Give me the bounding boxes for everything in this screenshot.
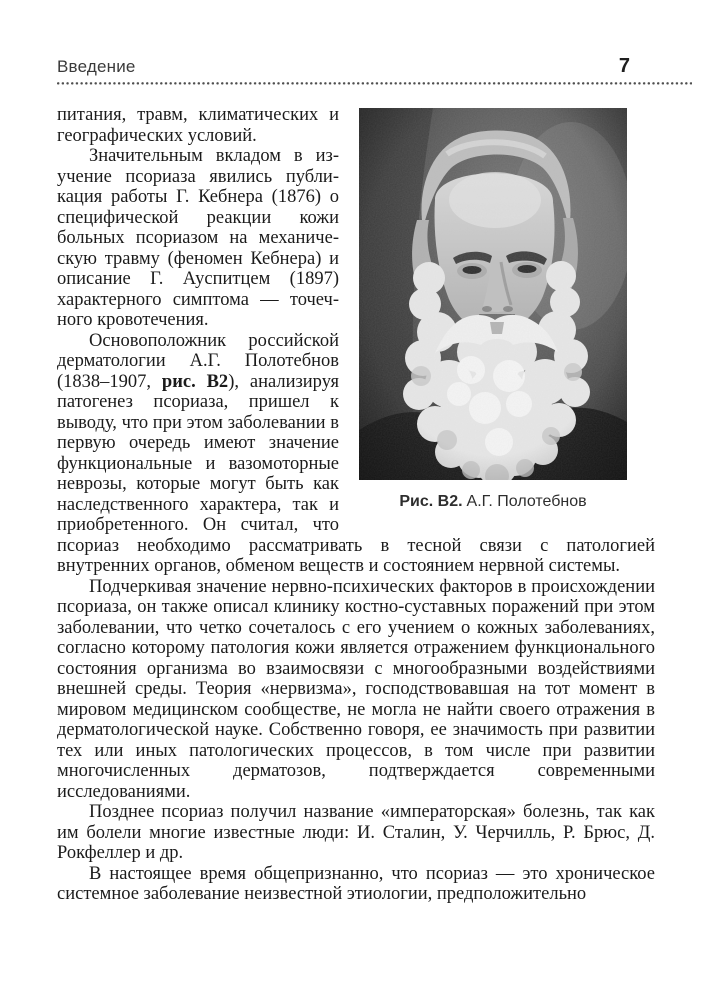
paragraph-text: Основоположник российской дерматологии А.Г. Полотебнов (1838–1907, [57, 330, 339, 392]
figure-b2 [359, 108, 655, 511]
paragraph-text: питания, травм, климатических и географических условий. [57, 105, 339, 146]
paragraph-text: ), анализируя патогенез псориаза, пришел к выводу, что при этом заболевании в первую очередь имеют значение функциональные и вазомоторные неврозы, которые могут быть как наследственного характера, так и приобретенного. Он считал, что псориаз необходимо рассматривать в тесной связи с патологией внутренних органов, обменом веществ и состоянием нервной системы. [57, 371, 655, 576]
figure-reference: рис. В2 [161, 371, 229, 392]
section-title: Введение [57, 56, 136, 76]
paragraph-4 [57, 577, 655, 803]
figure-caption-text: А.Г. Полотебнов [466, 493, 587, 510]
paragraph-6 [57, 864, 655, 905]
portrait-photo [359, 108, 627, 480]
paragraph-text: Подчеркивая значение нервно-психических факторов в происхождении псориаза, он также описал клинику костно-суставных поражений при этом заболевании, что четко сочеталось с его учением о кожных заболеваниях, согласно которому патология кожи является отражением функционального состояния организма во взаимосвязи с многообразными воздействиями внешней среды. Теория «нервизма», господствовавшая на тот момент в мировом медицинском сообществе, не могла не найти своего отражения в дерматологической науке. Собственно говоря, ее значимость при развитии тех или иных патологических процессов, в том числе при развитии многочисленных дерматозов, подтверждается современными исследованиями. [57, 576, 655, 802]
paragraph-5 [57, 802, 655, 864]
paragraph-text: В настоящее время общепризнанно, что псориаз — это хроническое системное заболевание неизвестной этиологии, предположительно [57, 863, 655, 904]
page-content [57, 105, 655, 905]
page-header [57, 55, 692, 85]
paragraph-text: Позднее псориаз получил название «императорская» болезнь, так как им болели многие известные люди: И. Сталин, У. Черчилль, Р. Брюс, Д. Рокфеллер и др. [57, 802, 655, 863]
figure-caption [359, 492, 627, 511]
paragraph-text: Значительным вкладом в изучение псориаза явились публикация работы Г. Кебнера (1876) о специфической реакции кожи больных псориазом на механическую травму (феномен Кебнера) и описание Г. Ауспитцем (1897) характерного симптома — точечного кровотечения. [57, 146, 339, 330]
header-row [57, 55, 692, 77]
page-number: 7 [618, 55, 630, 77]
header-divider [57, 82, 692, 85]
figure-caption-label: Рис. В2. [399, 493, 463, 510]
